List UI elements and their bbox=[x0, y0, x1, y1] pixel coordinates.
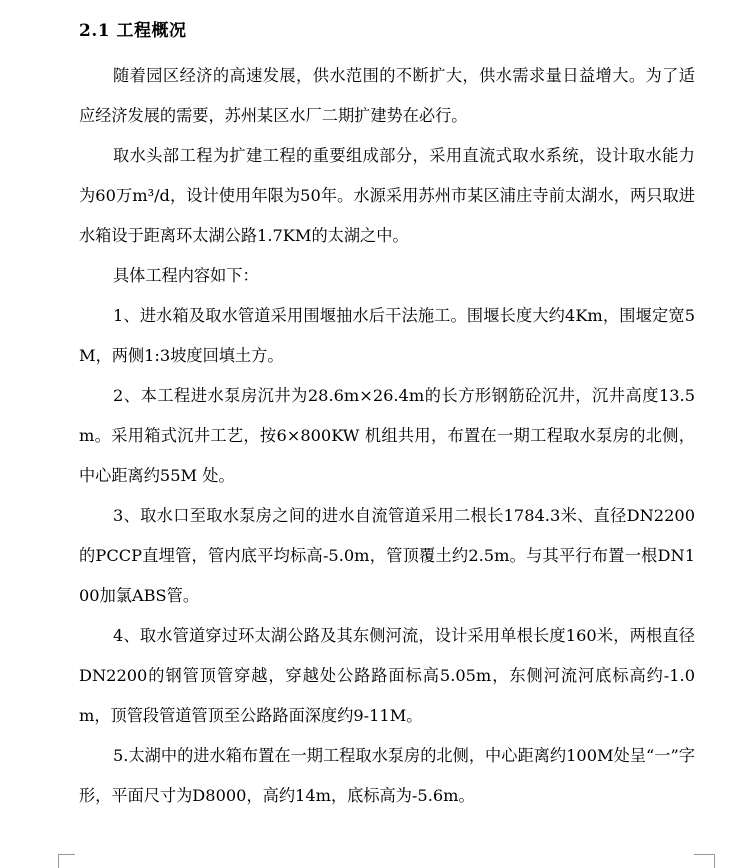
page-corner-mark-left bbox=[58, 854, 75, 868]
paragraph-item-1: 1、进水箱及取水管道采用围堰抽水后干法施工。围堰长度大约4Km，围堰定宽5M，两侧1:3坡度回填土方。 bbox=[79, 306, 695, 365]
paragraph-content-intro: 具体工程内容如下： bbox=[113, 266, 259, 285]
paragraph-intro: 随着园区经济的高速发展，供水范围的不断扩大，供水需求量日益增大。为了适应经济发展的需要，苏州某区水厂二期扩建势在必行。 bbox=[79, 66, 695, 125]
paragraph-item-5: 5.太湖中的进水箱布置在一期工程取水泵房的北侧，中心距离约100M处呈“一”字形，平面尺寸为D8000，高约14m，底标高为-5.6m。 bbox=[79, 746, 695, 805]
paragraph-item-2: 2、本工程进水泵房沉井为28.6m×26.4m的长方形钢筋砼沉井，沉井高度13.5m。采用箱式沉井工艺，按6×800KW 机组共用，布置在一期工程取水泵房的北侧，中心距离约55M 处。 bbox=[79, 386, 695, 485]
paragraph-item-3: 3、取水口至取水泵房之间的进水自流管道采用二根长1784.3米、直径DN2200的PCCP直埋管，管内底平均标高-5.0m，管顶覆土约2.5m。与其平行布置一根DN100加氯ABS管。 bbox=[79, 506, 695, 605]
paragraph-item-4: 4、取水管道穿过环太湖公路及其东侧河流，设计采用单根长度160米，两根直径DN2200的钢管顶管穿越，穿越处公路路面标高5.05m，东侧河流河底标高约-1.0m，顶管段管道管顶至公路路面深度约9-11M。 bbox=[79, 626, 695, 725]
paragraph-intake-head: 取水头部工程为扩建工程的重要组成部分，采用直流式取水系统，设计取水能力为60万m³/d，设计使用年限为50年。水源采用苏州市某区浦庄寺前太湖水，两只取进水箱设于距离环太湖公路1.7KM的太湖之中。 bbox=[79, 146, 695, 245]
section-heading: 2.1 工程概况 bbox=[79, 21, 187, 41]
page-corner-mark-right bbox=[694, 854, 715, 868]
